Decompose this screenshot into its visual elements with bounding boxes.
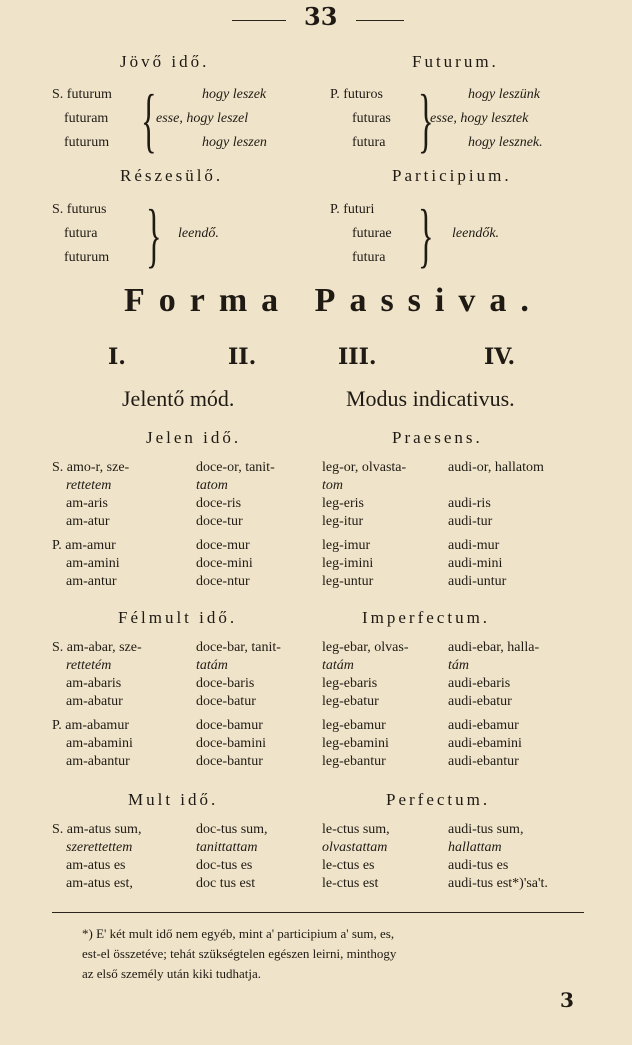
cell-s1-r6-c1: doce-bantur <box>196 754 263 769</box>
future-hu-2: esse, hogy leszel <box>156 111 249 126</box>
futurum-form-3: futura <box>352 135 386 150</box>
section-3-la: Perfectum. <box>386 790 491 809</box>
cell-s1-r5-c1: doce-bamini <box>196 736 266 751</box>
brace-right-2: } <box>418 195 434 275</box>
cell-s2-r1-c0: szerettettem <box>66 840 133 855</box>
cell-s1-r1-c3: tám <box>448 658 469 673</box>
cell-s1-r0-c2: leg-ebar, olvas- <box>322 640 409 655</box>
cell-s1-r3-c3: audi-ebatur <box>448 694 512 709</box>
conjugation-4: IV. <box>484 344 516 370</box>
participle-heading-hu: Részesülő. <box>120 166 224 185</box>
cell-s0-r2-c2: leg-eris <box>322 496 364 511</box>
participle-heading-la: Participium. <box>392 166 512 185</box>
participium-form-3: futura <box>352 250 386 265</box>
cell-s1-r4-c3: audi-ebamur <box>448 718 519 733</box>
cell-s2-r1-c2: olvastattam <box>322 840 388 855</box>
future-heading-hu: Jövő idő. <box>120 52 210 71</box>
future-hu-1: hogy leszek <box>202 87 267 102</box>
cell-s1-r6-c2: leg-ebantur <box>322 754 386 769</box>
cell-s0-r6-c3: audi-untur <box>448 574 507 589</box>
conjugation-1: I. <box>108 344 126 370</box>
title-forma-passiva: Forma Passiva. <box>124 282 543 319</box>
cell-s2-r2-c2: le-ctus es <box>322 858 375 873</box>
cell-s0-r3-c0: am-atur <box>66 514 110 529</box>
conjugation-2: II. <box>228 344 257 370</box>
cell-s1-r6-c3: audi-ebantur <box>448 754 519 769</box>
futurum-hu-2: esse, hogy lesztek <box>430 111 529 126</box>
cell-s0-r6-c2: leg-untur <box>322 574 374 589</box>
cell-s0-r1-c1: tatom <box>196 478 228 493</box>
cell-s0-r5-c3: audi-mini <box>448 556 503 571</box>
cell-s2-r0-c0: S. am-atus sum, <box>52 822 142 837</box>
signature-mark: 3 <box>560 988 574 1012</box>
cell-s1-r2-c2: leg-ebaris <box>322 676 378 691</box>
participle-form-1: S. futurus <box>52 202 107 217</box>
footnote-line-1: *) E' két mult idő nem egyéb, mint a' participium a' sum, es, <box>82 926 395 941</box>
cell-s0-r5-c0: am-amini <box>66 556 120 571</box>
future-form-1: S. futurum <box>52 87 112 102</box>
cell-s0-r6-c0: am-antur <box>66 574 117 589</box>
cell-s1-r5-c3: audi-ebamini <box>448 736 522 751</box>
cell-s1-r5-c2: leg-ebamini <box>322 736 389 751</box>
cell-s0-r4-c0: P. am-amur <box>52 538 116 553</box>
cell-s1-r5-c0: am-abamini <box>66 736 133 751</box>
cell-s2-r2-c0: am-atus es <box>66 858 126 873</box>
cell-s2-r2-c1: doc-tus es <box>196 858 253 873</box>
section-3-hu: Mult idő. <box>128 790 219 809</box>
cell-s0-r6-c1: doce-ntur <box>196 574 250 589</box>
cell-s2-r2-c3: audi-tus es <box>448 858 509 873</box>
cell-s0-r3-c1: doce-tur <box>196 514 243 529</box>
brace-left-1: { <box>141 80 157 160</box>
futurum-hu-3: hogy lesznek. <box>468 135 543 150</box>
cell-s1-r3-c0: am-abatur <box>66 694 123 709</box>
cell-s1-r4-c2: leg-ebamur <box>322 718 386 733</box>
cell-s1-r3-c1: doce-batur <box>196 694 256 709</box>
cell-s1-r2-c0: am-abaris <box>66 676 122 691</box>
cell-s1-r1-c1: tatám <box>196 658 228 673</box>
cell-s0-r1-c2: tom <box>322 478 343 493</box>
section-2-la: Imperfectum. <box>362 608 491 627</box>
cell-s2-r3-c2: le-ctus est <box>322 876 379 891</box>
cell-s0-r0-c2: leg-or, olvasta- <box>322 460 407 475</box>
cell-s2-r0-c3: audi-tus sum, <box>448 822 524 837</box>
cell-s0-r3-c3: audi-tur <box>448 514 493 529</box>
conjugation-3: III. <box>338 344 377 370</box>
cell-s2-r3-c3: audi-tus est*)'sa't. <box>448 876 548 891</box>
future-heading-la: Futurum. <box>412 52 499 71</box>
cell-s1-r2-c1: doce-baris <box>196 676 255 691</box>
cell-s1-r1-c0: rettetém <box>66 658 112 673</box>
cell-s2-r3-c0: am-atus est, <box>66 876 133 891</box>
cell-s1-r2-c3: audi-ebaris <box>448 676 511 691</box>
future-form-3: futurum <box>64 135 110 150</box>
mood-la: Modus indicativus. <box>346 386 515 411</box>
participium-form-1: P. futuri <box>330 202 375 217</box>
participle-form-3: futurum <box>64 250 110 265</box>
participium-hu: leendők. <box>452 226 500 241</box>
cell-s0-r5-c2: leg-imini <box>322 556 374 571</box>
section-2-hu: Félmult idő. <box>118 608 238 627</box>
cell-s1-r1-c2: tatám <box>322 658 354 673</box>
cell-s0-r0-c1: doce-or, tanit- <box>196 460 275 475</box>
participle-form-2: futura <box>64 226 98 241</box>
cell-s0-r4-c3: audi-mur <box>448 538 500 553</box>
cell-s0-r0-c0: S. amo-r, sze- <box>52 460 130 475</box>
participle-hu: leendő. <box>178 226 219 241</box>
cell-s0-r4-c1: doce-mur <box>196 538 250 553</box>
cell-s1-r3-c2: leg-ebatur <box>322 694 379 709</box>
cell-s2-r1-c3: hallattam <box>448 840 502 855</box>
cell-s1-r6-c0: am-abantur <box>66 754 130 769</box>
futurum-form-2: futuras <box>352 111 391 126</box>
section-1-la: Praesens. <box>392 428 483 447</box>
cell-s2-r0-c2: le-ctus sum, <box>322 822 390 837</box>
cell-s1-r4-c0: P. am-abamur <box>52 718 129 733</box>
footnote-line-2: est-el összetéve; tehát szükségtelen egészen leirni, minthogy <box>82 946 397 961</box>
futurum-form-1: P. futuros <box>330 87 383 102</box>
cell-s2-r3-c1: doc tus est <box>196 876 256 891</box>
cell-s2-r0-c1: doc-tus sum, <box>196 822 268 837</box>
cell-s0-r0-c3: audi-or, hallatom <box>448 460 544 475</box>
cell-s0-r1-c0: rettetem <box>66 478 112 493</box>
cell-s2-r1-c1: tanittattam <box>196 840 258 855</box>
cell-s1-r0-c0: S. am-abar, sze- <box>52 640 142 655</box>
section-1-hu: Jelen idő. <box>146 428 242 447</box>
cell-s0-r2-c0: am-aris <box>66 496 108 511</box>
brace-right-1: } <box>418 80 434 160</box>
participium-form-2: futurae <box>352 226 392 241</box>
cell-s1-r0-c1: doce-bar, tanit- <box>196 640 281 655</box>
page-number: 33 <box>304 2 338 31</box>
brace-left-2: } <box>146 195 162 275</box>
cell-s1-r4-c1: doce-bamur <box>196 718 263 733</box>
cell-s0-r2-c1: doce-ris <box>196 496 242 511</box>
mood-hu: Jelentő mód. <box>122 386 235 411</box>
cell-s0-r2-c3: audi-ris <box>448 496 491 511</box>
future-hu-3: hogy leszen <box>202 135 267 150</box>
footnote-line-3: az első személy után kiki tudhatja. <box>82 966 262 981</box>
futurum-hu-1: hogy leszünk <box>468 87 540 102</box>
cell-s1-r0-c3: audi-ebar, halla- <box>448 640 540 655</box>
cell-s0-r3-c2: leg-itur <box>322 514 364 529</box>
cell-s0-r5-c1: doce-mini <box>196 556 253 571</box>
future-form-2: futuram <box>64 111 109 126</box>
cell-s0-r4-c2: leg-imur <box>322 538 371 553</box>
